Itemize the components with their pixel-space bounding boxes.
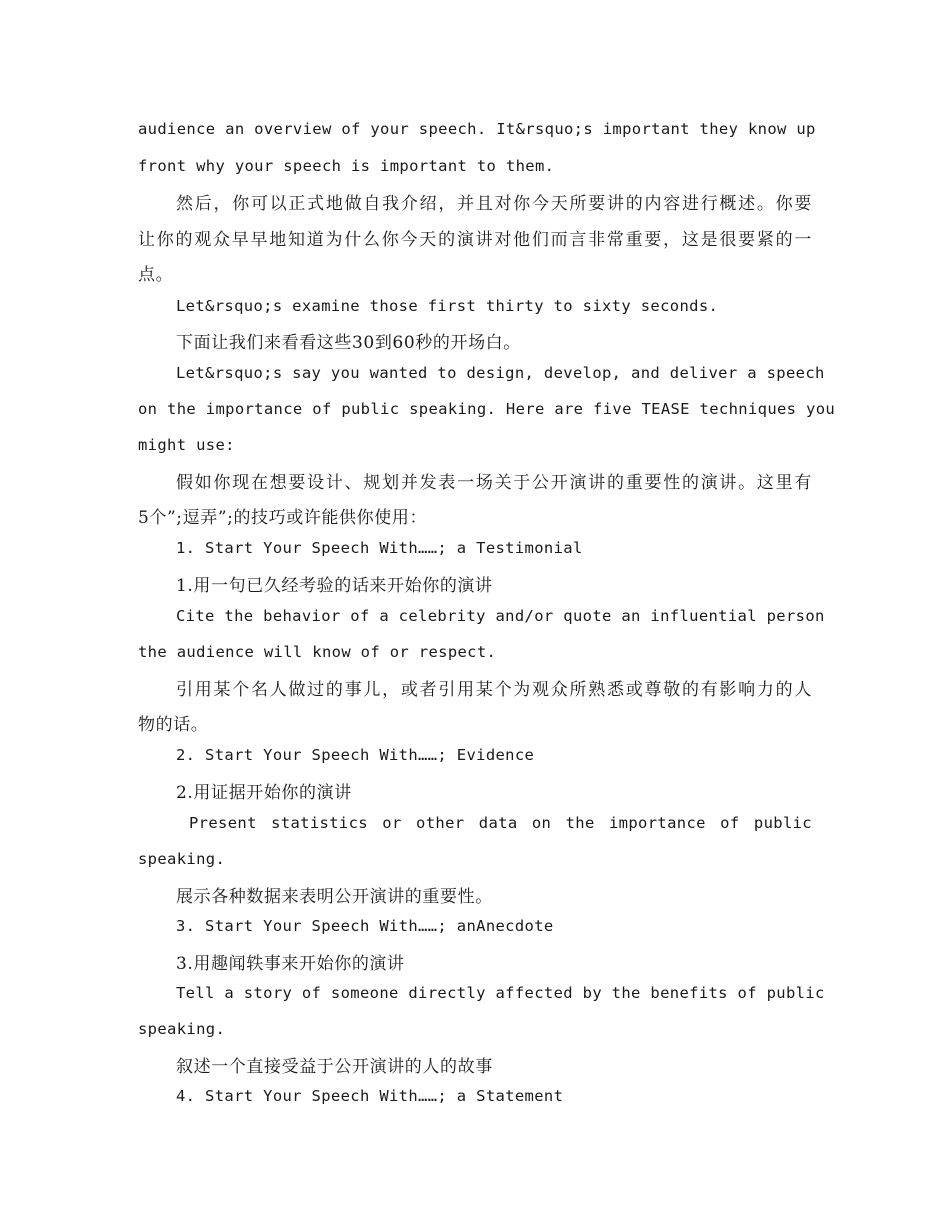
text-line: 2.用证据开始你的演讲 [176, 783, 352, 803]
text-line: 然后，你可以正式地做自我介绍，并且对你今天所要讲的内容进行概述。你要 [176, 194, 812, 214]
text-line: 叙述一个直接受益于公开演讲的人的故事 [176, 1057, 493, 1077]
text-line: 1. Start Your Speech With……; a Testimonial [176, 539, 583, 557]
text-line: audience an overview of your speech. It&rsquo;s important they know up [138, 120, 816, 138]
text-line: 物的话。 [138, 715, 209, 735]
text-line: Tell a story of someone directly affected by the benefits of public [176, 984, 825, 1002]
text-line: Let&rsquo;s say you wanted to design, develop, and deliver a speech [176, 364, 825, 382]
text-line: 1.用一句已久经考验的话来开始你的演讲 [176, 576, 493, 596]
text-line: 3. Start Your Speech With……; anAnecdote [176, 917, 554, 935]
text-line: might use: [138, 436, 235, 454]
text-line: 展示各种数据来表明公开演讲的重要性。 [176, 887, 493, 907]
text-line: 2. Start Your Speech With……; Evidence [176, 746, 535, 764]
text-line: Present statistics or other data on the importance of public [189, 814, 812, 832]
text-line: Let&rsquo;s examine those first thirty to sixty seconds. [176, 297, 719, 315]
text-line: speaking. [138, 850, 226, 868]
text-line: on the importance of public speaking. Here are five TEASE techniques you [138, 400, 836, 418]
text-line: 3.用趣闻轶事来开始你的演讲 [176, 954, 405, 974]
text-line: front why your speech is important to them. [138, 157, 555, 175]
text-line: 下面让我们来看看这些30到60秒的开场白。 [176, 333, 521, 353]
text-line: 假如你现在想要设计、规划并发表一场关于公开演讲的重要性的演讲。这里有 [176, 473, 812, 493]
text-line: 点。 [138, 265, 174, 285]
text-line: 引用某个名人做过的事儿，或者引用某个为观众所熟悉或尊敬的有影响力的人 [176, 680, 812, 700]
text-line: Cite the behavior of a celebrity and/or quote an influential person [176, 607, 825, 625]
text-line: 让你的观众早早地知道为什么你今天的演讲对他们而言非常重要，这是很要紧的一 [138, 230, 812, 250]
text-line: the audience will know of or respect. [138, 643, 497, 661]
text-line: 4. Start Your Speech With……; a Statement [176, 1087, 564, 1105]
text-line: 5个”;逗弄”;的技巧或许能供你使用： [138, 508, 428, 528]
text-line: speaking. [138, 1020, 226, 1038]
